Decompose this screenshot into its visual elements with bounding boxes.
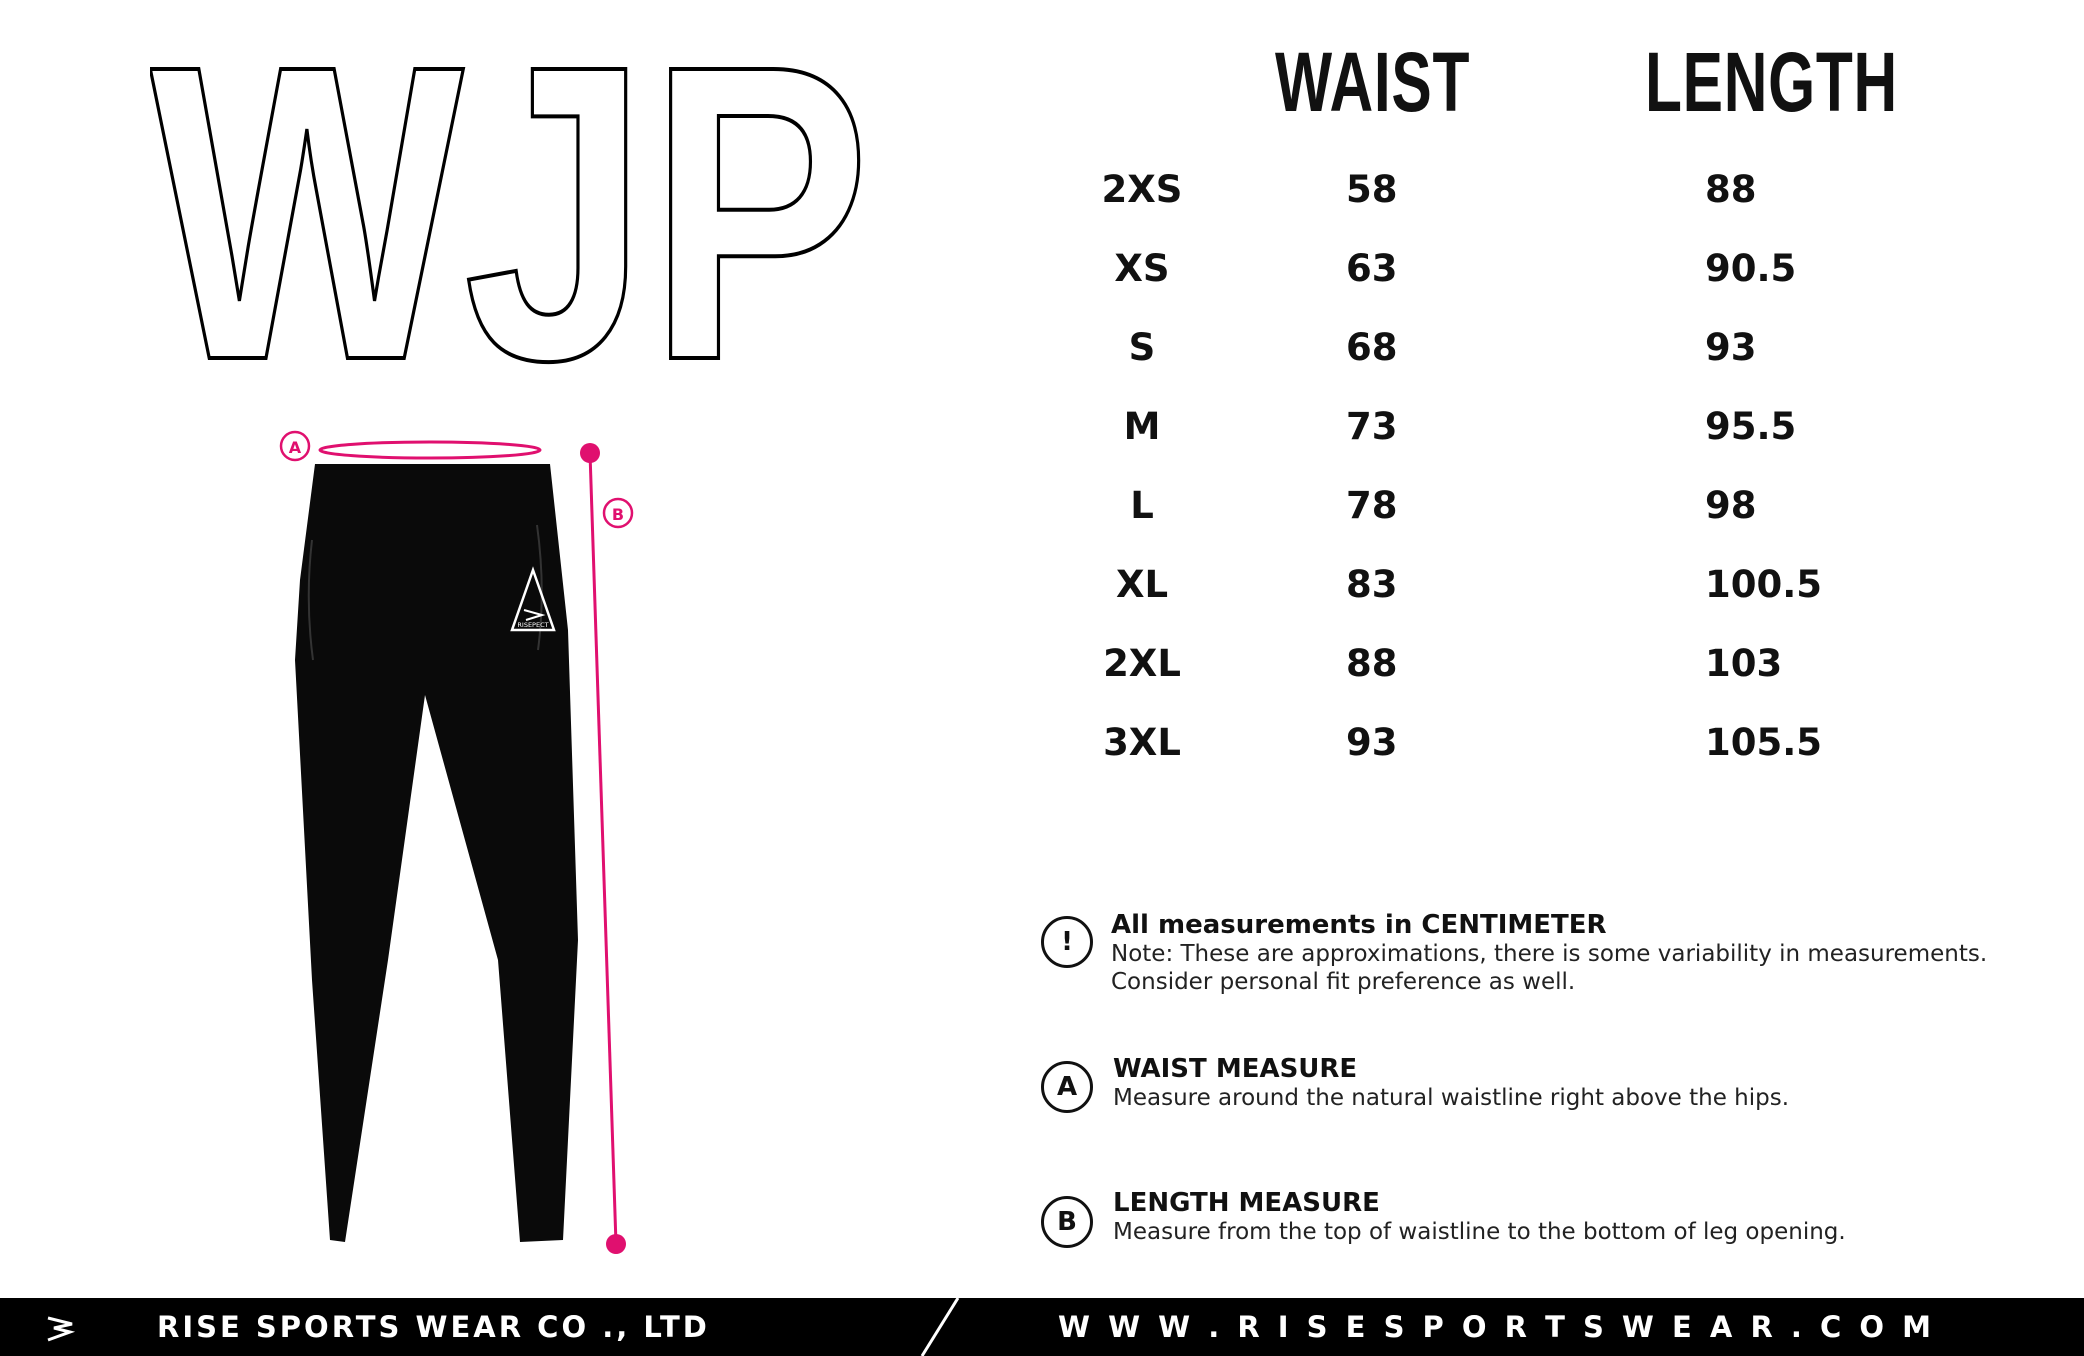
label-a-icon: A [1041, 1061, 1093, 1113]
size-cell: XL [1115, 563, 1169, 606]
logo-text: RISEPECT [517, 621, 549, 629]
note-title-units: All measurements in CENTIMETER [1111, 910, 1607, 940]
note-text-line: Note: These are approximations, there is some variability in measurements. [1111, 941, 1988, 967]
waist-measure-line [320, 442, 540, 458]
brand-arrow-icon [44, 1312, 76, 1344]
exclamation-icon: ! [1041, 916, 1093, 968]
page-title [150, 18, 870, 378]
length-cell: 88 [1705, 168, 1757, 211]
size-cell: 3XL [1103, 721, 1181, 764]
pants-illustration [250, 420, 670, 1270]
waist-cell: 83 [1346, 563, 1398, 606]
label-b-icon: B [1041, 1196, 1093, 1248]
size-cell: 2XS [1101, 168, 1183, 211]
waist-cell: 58 [1346, 168, 1398, 211]
note-text-line: Measure from the top of waistline to the bottom of leg opening. [1113, 1219, 1846, 1245]
length-cell: 93 [1705, 326, 1757, 369]
length-header: LENGTH [1645, 35, 1898, 129]
length-cell: 103 [1705, 642, 1783, 685]
waist-cell: 93 [1346, 721, 1398, 764]
footer-divider [910, 1298, 970, 1356]
note-title-length: LENGTH MEASURE [1113, 1188, 1380, 1218]
waist-cell: 78 [1346, 484, 1398, 527]
size-cell: S [1128, 326, 1156, 369]
label-b: B [611, 505, 625, 524]
length-cell: 100.5 [1705, 563, 1823, 606]
length-cell: 98 [1705, 484, 1757, 527]
footer-website: W W W . R I S E S P O R T S W E A R . C O M [1058, 1310, 1935, 1344]
size-cell: XS [1114, 247, 1170, 290]
length-cell: 95.5 [1705, 405, 1797, 448]
note-text-line: Measure around the natural waistline right above the hips. [1113, 1085, 1790, 1111]
length-cell: 105.5 [1705, 721, 1823, 764]
length-measure-line [590, 453, 616, 1244]
waist-cell: 73 [1346, 405, 1398, 448]
footer-company: RISE SPORTS WEAR CO ., LTD [157, 1310, 710, 1344]
size-cell: M [1123, 405, 1161, 448]
waist-cell: 68 [1346, 326, 1398, 369]
size-cell: 2XL [1103, 642, 1181, 685]
note-text-line: Consider personal fit preference as well. [1111, 969, 1576, 995]
length-top-dot [580, 443, 600, 463]
label-a: A [288, 438, 302, 457]
title-text: WJP [150, 18, 870, 378]
length-bottom-dot [606, 1234, 626, 1254]
waist-cell: 88 [1346, 642, 1398, 685]
waist-cell: 63 [1346, 247, 1398, 290]
note-title-waist: WAIST MEASURE [1113, 1054, 1358, 1084]
length-cell: 90.5 [1705, 247, 1797, 290]
size-cell: L [1130, 484, 1154, 527]
waist-header: WAIST [1275, 35, 1471, 129]
